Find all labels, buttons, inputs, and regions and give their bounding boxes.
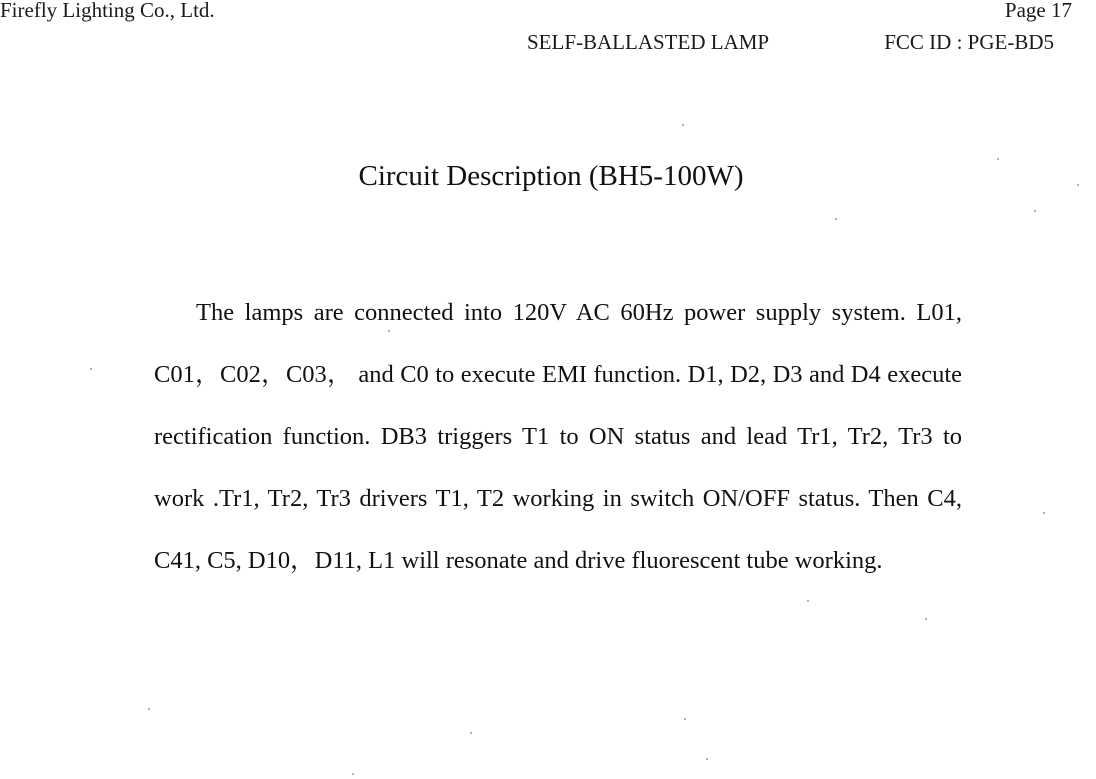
- product-name: SELF-BALLASTED LAMP: [527, 30, 770, 54]
- fcc-id: FCC ID : PGE-BD5: [884, 30, 1054, 54]
- scan-speck: [997, 158, 999, 160]
- section-title-wrapper: [0, 160, 1096, 193]
- scan-speck: [352, 773, 354, 775]
- page-number: Page 17: [1004, 0, 1072, 22]
- scan-speck: [388, 330, 390, 332]
- scan-speck: [90, 368, 92, 370]
- scan-speck: [470, 732, 472, 734]
- scan-speck: [807, 600, 809, 602]
- scan-speck: [835, 218, 837, 220]
- company-name: Firefly Lighting Co., Ltd.: [0, 0, 215, 22]
- scan-speck: [682, 124, 684, 126]
- scan-speck: [706, 758, 708, 760]
- scan-speck: [1043, 512, 1045, 514]
- scan-speck: [148, 708, 150, 710]
- circuit-description-paragraph: The lamps are connected into 120V AC 60Hz power supply system. L01, C01，C02，C03， and C0 to execute EMI function. D1, D2, D3 and D4 execute rectification function. DB3 triggers T1 to ON status and lead Tr1, Tr2, Tr3 to work .Tr1, Tr2, Tr3 drivers T1, T2 working in switch ON/OFF status. Then C4, C41, C5, D10，D11, L1 will resonate and drive fluorescent tube working.: [154, 299, 962, 574]
- section-title: Circuit Description (BH5-100W): [358, 160, 744, 192]
- scan-speck: [1077, 184, 1079, 186]
- scan-speck: [684, 718, 686, 720]
- scan-speck: [925, 618, 927, 620]
- scan-speck: [1034, 210, 1036, 212]
